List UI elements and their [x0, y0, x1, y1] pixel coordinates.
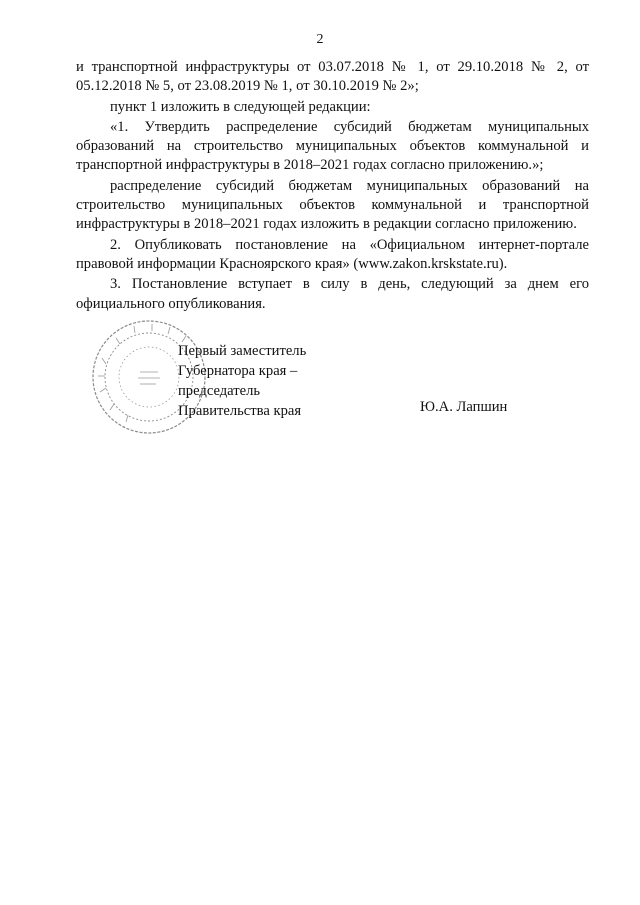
- paragraph-publication: 2. Опубликовать постановление на «Официальном интернет-портале правовой информации Красноярского края» (www.zakon.krskstate.ru).: [76, 236, 589, 272]
- signer-position-line: председатель: [178, 383, 261, 399]
- signer-position-line: Первый заместитель: [178, 343, 307, 359]
- paragraph-point-1-text: «1. Утвердить распределение субсидий бюджетам муниципальных образований на строительство муниципальных объектов коммунальной и транспортной инфраструктуры в 2018–2021 годах согласно приложению.»;: [76, 118, 589, 174]
- signer-name: Ю.А. Лапшин: [420, 399, 508, 415]
- paragraph-effective-date: 3. Постановление вступает в силу в день, следующий за днем его официального опубликования.: [76, 276, 589, 312]
- paragraph-distribution: распределение субсидий бюджетам муниципальных образований на строительство муниципальных объектов коммунальной и транспортной инфраструктуры в 2018–2021 годах изложить в редакции согласно приложению.: [76, 177, 589, 233]
- paragraph-continuation: и транспортной инфраструктуры от 03.07.2018 № 1, от 29.10.2018 № 2, от 05.12.2018 № 5, от 23.08.2019 № 1, от 30.10.2019 № 2»;: [76, 59, 589, 95]
- signature-block: [178, 341, 306, 421]
- page-number: 2: [316, 32, 324, 47]
- document-body: [76, 58, 589, 314]
- signer-position-line: Правительства края: [178, 403, 302, 419]
- paragraph-point-1-intro: пункт 1 изложить в следующей редакции:: [110, 98, 371, 115]
- signer-position-line: Губернатора края –: [178, 363, 298, 379]
